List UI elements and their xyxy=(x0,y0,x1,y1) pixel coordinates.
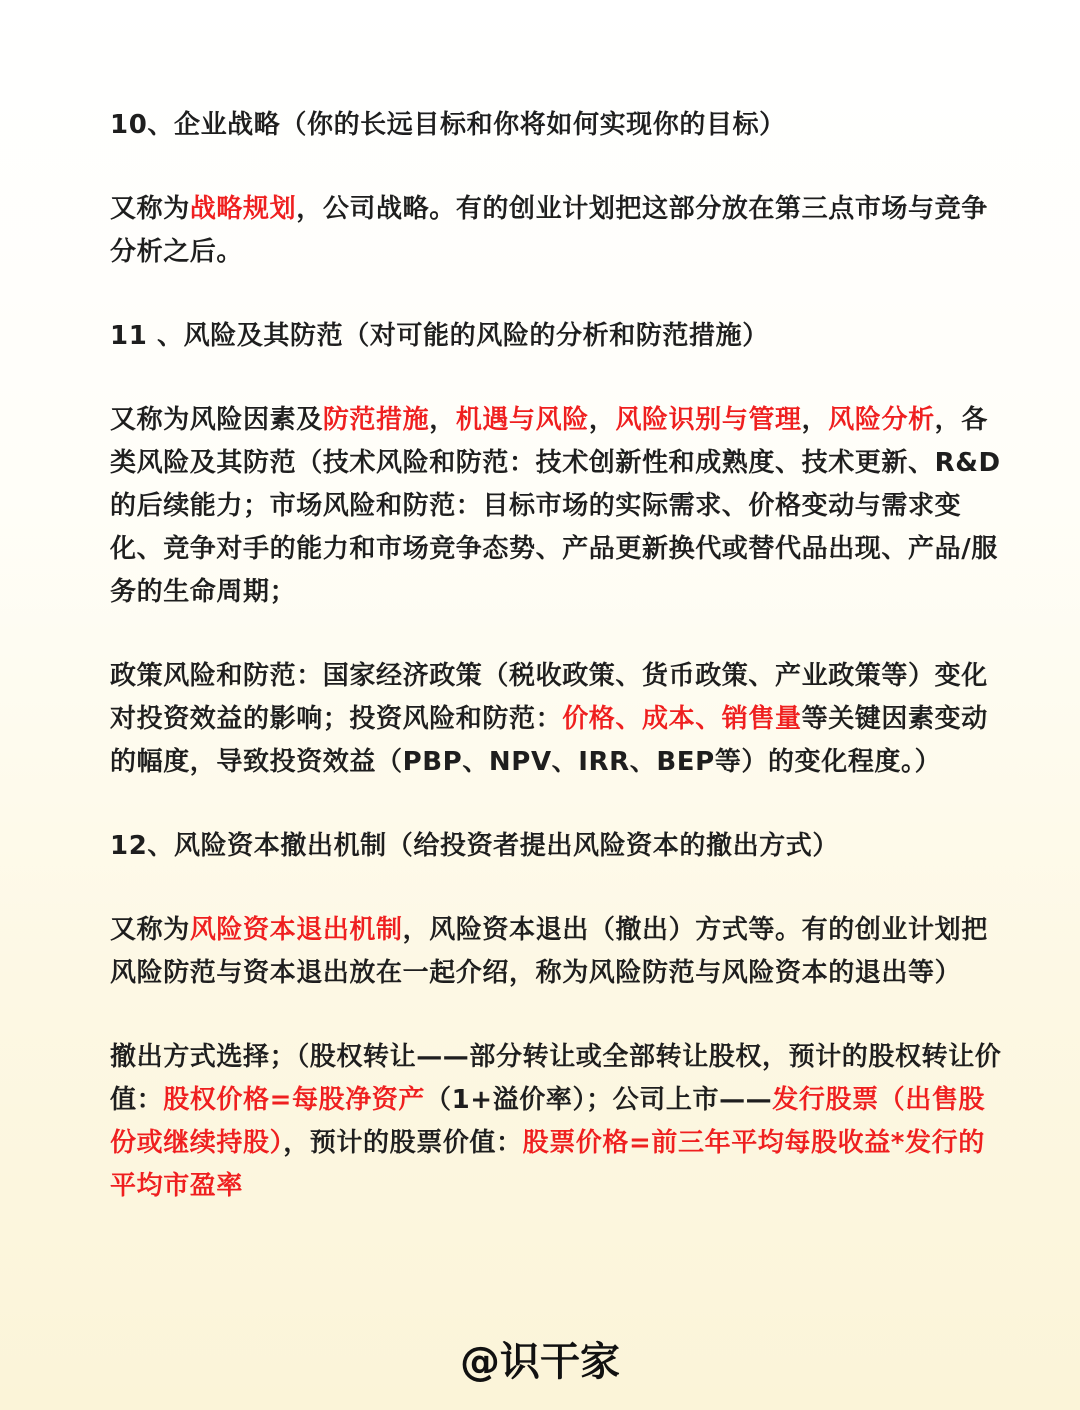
highlighted-term: 风险资本退出机制 xyxy=(189,915,403,945)
section-heading xyxy=(110,104,1010,147)
body-paragraph xyxy=(110,399,1010,614)
text-span: 政策风险和防范：国家经济政策（税收政策、货币政策、产业政策等）变化对投资效益的影响；投资风险和防范： xyxy=(110,661,988,734)
text-span: 12、风险资本撤出机制（给投资者提出风险资本的撤出方式） xyxy=(110,831,839,861)
highlighted-term: 股票价格=前三年平均每股收益*发行的平均市盈率 xyxy=(110,1128,985,1201)
text-span: ， xyxy=(801,405,829,435)
highlighted-term: 发行股票（出售股份或继续持股） xyxy=(110,1085,986,1158)
text-span: ， xyxy=(429,405,456,435)
body-paragraph xyxy=(110,188,1010,274)
highlighted-term: 股权价格=每股净资产 xyxy=(163,1085,425,1115)
highlighted-term: 机遇与风险 xyxy=(455,405,589,435)
body-paragraph xyxy=(110,909,1010,995)
text-span: ， xyxy=(588,405,616,435)
text-span: 等关键因素变动的幅度，导致投资效益（PBP、NPV、IRR、BEP等）的变化程度。） xyxy=(110,704,988,777)
highlighted-term: 战略规划 xyxy=(189,194,297,224)
section-heading xyxy=(110,825,1010,868)
text-span: ，各类风险及其防范（技术风险和防范：技术创新性和成熟度、技术更新、R&D的后续能力；市场风险和防范：目标市场的实际需求、价格变动与需求变化、竞争对手的能力和市场竞争态势、产品更新换代或替代品出现、产品/服务的生命周期； xyxy=(110,405,1001,607)
text-span: （1+溢价率）；公司上市—— xyxy=(425,1085,773,1115)
highlighted-term: 价格、成本、销售量 xyxy=(562,704,802,734)
text-span: ，公司战略。有的创业计划把这部分放在第三点市场与竞争分析之后。 xyxy=(110,194,988,267)
highlighted-term: 风险分析 xyxy=(828,405,935,435)
document-body xyxy=(110,104,1010,1249)
watermark-footer: @识干家 xyxy=(460,1339,620,1385)
highlighted-term: 防范措施 xyxy=(322,405,430,435)
text-span: 10、企业战略（你的长远目标和你将如何实现你的目标） xyxy=(110,110,786,140)
text-span: 撤出方式选择；（股权转让——部分转让或全部转让股权，预计的股权转让价值： xyxy=(110,1042,1002,1115)
text-span: 又称为 xyxy=(110,194,190,224)
highlighted-term: 风险识别与管理 xyxy=(615,405,802,435)
text-span: ，风险资本退出（撤出）方式等。有的创业计划把风险防范与资本退出放在一起介绍，称为风险防范与风险资本的退出等） xyxy=(110,915,988,988)
text-span: 又称为 xyxy=(110,915,190,945)
body-paragraph xyxy=(110,655,1010,784)
text-span: ，预计的股票价值： xyxy=(283,1128,523,1158)
text-span: 11 、风险及其防范（对可能的风险的分析和防范措施） xyxy=(110,321,769,351)
body-paragraph xyxy=(110,1036,1010,1208)
section-heading xyxy=(110,315,1010,358)
text-span: 又称为风险因素及 xyxy=(110,405,323,435)
